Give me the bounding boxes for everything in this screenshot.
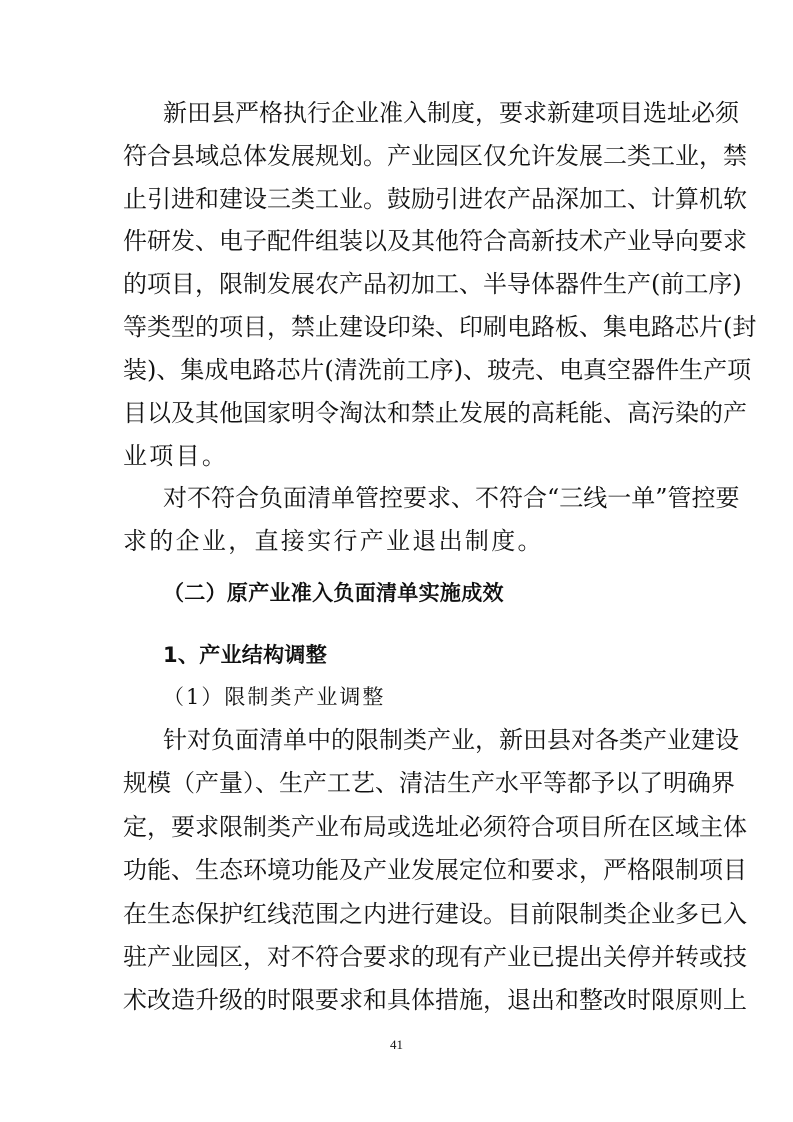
text-line: 定，要求限制类产业布局或选址必须符合项目所在区域主体 (123, 813, 747, 841)
text-line: 符合县域总体发展规划。产业园区仅允许发展二类工业，禁 (123, 142, 747, 170)
text-line: 针对负面清单中的限制类产业，新田县对各类产业建设 (163, 726, 739, 754)
text-line: 求的企业，直接实行产业退出制度。 (123, 527, 544, 555)
text-line: 业项目。 (123, 442, 229, 470)
subsubsection-heading: （1）限制类产业调整 (163, 685, 386, 709)
text-line: 对不符合负面清单管控要求、不符合“三线一单”管控要 (163, 484, 740, 512)
text-line: 新田县严格执行企业准入制度，要求新建项目选址必须 (163, 99, 739, 127)
text-line: 等类型的项目，禁止建设印染、印刷电路板、集电路芯片(封 (123, 313, 757, 341)
text-line: 驻产业园区，对不符合要求的现有产业已提出关停并转或技 (123, 943, 747, 971)
text-line: 件研发、电子配件组装以及其他符合高新技术产业导向要求 (123, 227, 747, 255)
page-number: 41 (390, 1037, 403, 1052)
text-line: 在生态保护红线范围之内进行建设。目前限制类企业多已入 (123, 900, 747, 928)
text-line: 止引进和建设三类工业。鼓励引进农产品深加工、计算机软 (123, 185, 747, 213)
text-line: 的项目，限制发展农产品初加工、半导体器件生产(前工序) (123, 270, 742, 298)
text-line: 术改造升级的时限要求和具体措施，退出和整改时限原则上 (123, 986, 747, 1014)
subsection-heading: 1、产业结构调整 (163, 643, 328, 667)
text-line: 功能、生态环境功能及产业发展定位和要求，严格限制项目 (123, 856, 747, 884)
section-heading: （二）原产业准入负面清单实施成效 (163, 581, 504, 605)
text-line: 装)、集成电路芯片(清洗前工序)、玻壳、电真空器件生产项 (123, 356, 752, 384)
text-line: 规模（产量）、生产工艺、清洁生产水平等都予以了明确界 (123, 769, 735, 797)
text-line: 目以及其他国家明令淘汰和禁止发展的高耗能、高污染的产 (123, 399, 747, 427)
